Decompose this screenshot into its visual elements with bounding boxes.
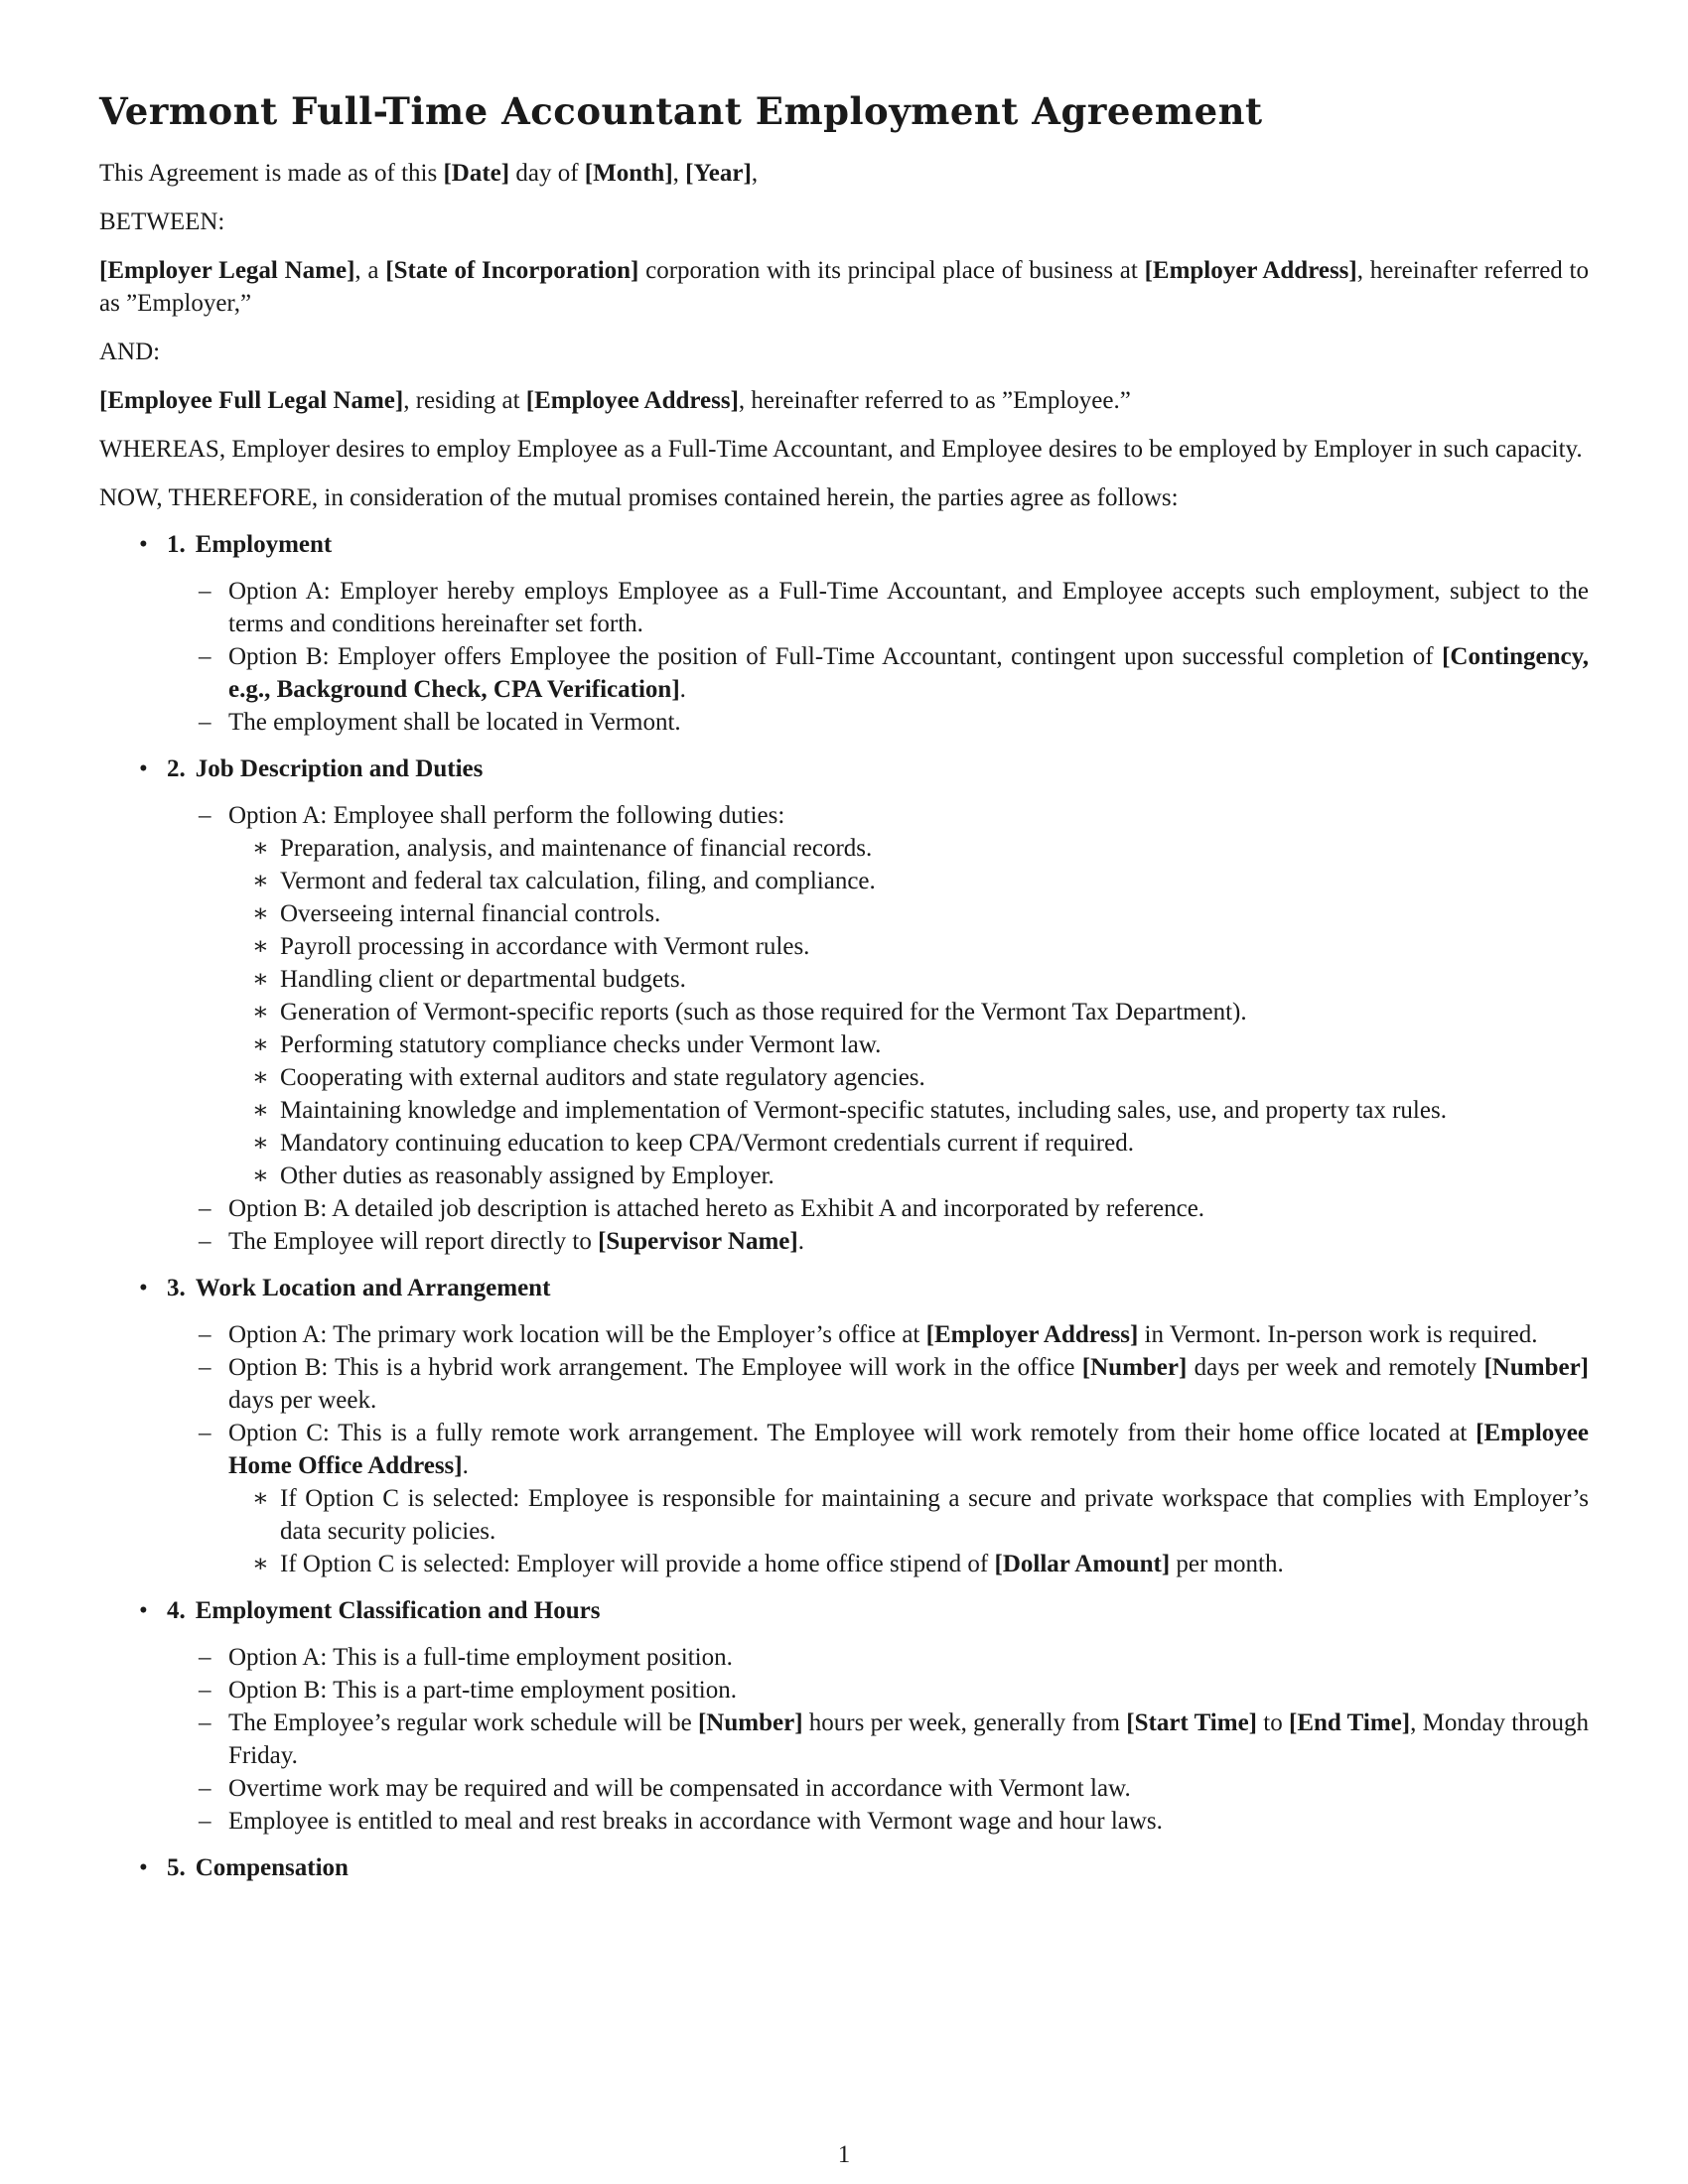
sub-items bbox=[228, 1482, 1589, 1580]
text-run: days per week. bbox=[228, 1387, 377, 1414]
section-number: 1. bbox=[167, 531, 186, 558]
placeholder-field: [Employee Address] bbox=[525, 387, 739, 414]
text-run: days per week and remotely bbox=[1187, 1354, 1484, 1381]
section-heading bbox=[167, 1851, 1589, 1884]
whereas-clause bbox=[99, 433, 1589, 466]
text-run: , a bbox=[354, 257, 386, 284]
text-run: Option A: The primary work location will be the Employer’s office at bbox=[228, 1321, 926, 1348]
text-run: , hereinafter referred to as ”Employer,” bbox=[99, 257, 1589, 317]
sub-item bbox=[228, 930, 1589, 963]
text-run: Option A: Employer hereby employs Employee as a Full-Time Accountant, and Employee accepts such employment, subject to the terms and conditions hereinafter set forth. bbox=[228, 578, 1589, 637]
text-run: , hereinafter referred to as ”Employee.” bbox=[738, 387, 1131, 414]
placeholder-field: [Employee Home Office Address] bbox=[228, 1420, 1589, 1479]
dash-icon: – bbox=[199, 1354, 211, 1381]
text-run: in Vermont. In-person work is required. bbox=[1138, 1321, 1538, 1348]
placeholder-field: [Employer Legal Name] bbox=[99, 257, 355, 284]
placeholder-field: [End Time] bbox=[1289, 1709, 1411, 1736]
item-text bbox=[228, 1195, 1204, 1222]
bullet-icon: • bbox=[139, 755, 148, 782]
text-run: to bbox=[1257, 1709, 1290, 1736]
text-run: AND: bbox=[99, 339, 161, 365]
placeholder-field: [Employer Address] bbox=[1144, 257, 1357, 284]
section-number: 4. bbox=[167, 1597, 186, 1624]
sub-item-text bbox=[280, 933, 809, 960]
item-text bbox=[228, 1709, 1589, 1769]
sub-item-text bbox=[280, 868, 876, 894]
dash-icon: – bbox=[199, 1195, 211, 1222]
bullet-icon: • bbox=[139, 1597, 148, 1624]
section-title: Employment bbox=[195, 531, 333, 558]
asterisk-icon: ∗ bbox=[252, 1064, 269, 1091]
asterisk-icon: ∗ bbox=[252, 1162, 269, 1189]
text-run: The employment shall be located in Vermont. bbox=[228, 709, 681, 736]
text-run: day of bbox=[509, 160, 585, 187]
section-items bbox=[167, 1641, 1589, 1838]
sections-list bbox=[99, 528, 1589, 1884]
asterisk-icon: ∗ bbox=[252, 1551, 269, 1577]
bullet-icon: • bbox=[139, 1275, 148, 1301]
dash-icon: – bbox=[199, 1228, 211, 1255]
text-run: The Employee will report directly to bbox=[228, 1228, 599, 1255]
sub-item bbox=[228, 897, 1589, 930]
text-run: Option B: A detailed job description is attached hereto as Exhibit A and incorporated by reference. bbox=[228, 1195, 1205, 1222]
section-items bbox=[167, 1318, 1589, 1580]
asterisk-icon: ∗ bbox=[252, 1130, 269, 1157]
list-item bbox=[167, 1706, 1589, 1772]
text-run: , Monday through Friday. bbox=[228, 1709, 1589, 1769]
sub-item-text bbox=[280, 966, 686, 993]
sub-item-text bbox=[280, 835, 872, 862]
dash-icon: – bbox=[199, 1321, 211, 1348]
item-text bbox=[228, 1677, 737, 1704]
text-run: Handling client or departmental budgets. bbox=[280, 966, 686, 993]
text-run: Performing statutory compliance checks under Vermont law. bbox=[280, 1031, 882, 1058]
item-text bbox=[228, 1644, 733, 1671]
text-run: , bbox=[751, 160, 759, 187]
item-text bbox=[228, 709, 681, 736]
asterisk-icon: ∗ bbox=[252, 835, 269, 862]
text-run: , residing at bbox=[403, 387, 526, 414]
bullet-icon: • bbox=[139, 531, 148, 558]
section-heading bbox=[167, 752, 1589, 785]
text-run: This Agreement is made as of this bbox=[99, 160, 444, 187]
list-item bbox=[167, 575, 1589, 640]
list-item bbox=[167, 1192, 1589, 1225]
asterisk-icon: ∗ bbox=[252, 1097, 269, 1124]
sub-item-text bbox=[280, 900, 660, 927]
placeholder-field: [Month] bbox=[584, 160, 673, 187]
asterisk-icon: ∗ bbox=[252, 1485, 269, 1512]
text-run: . bbox=[462, 1452, 469, 1479]
item-text bbox=[228, 643, 1589, 703]
placeholder-field: [Number] bbox=[697, 1709, 803, 1736]
text-run: Maintaining knowledge and implementation of Vermont-specific statutes, including sales, use, and property tax rules. bbox=[280, 1097, 1447, 1124]
section-3 bbox=[99, 1272, 1589, 1580]
list-item bbox=[167, 1674, 1589, 1706]
dash-icon: – bbox=[199, 643, 211, 670]
placeholder-field: [Number] bbox=[1081, 1354, 1188, 1381]
section-number: 2. bbox=[167, 755, 186, 782]
sub-item-text bbox=[280, 999, 1247, 1025]
text-run: Payroll processing in accordance with Vermont rules. bbox=[280, 933, 810, 960]
text-run: , bbox=[672, 160, 686, 187]
sub-item bbox=[228, 1094, 1589, 1127]
page-number: 1 bbox=[837, 2141, 851, 2168]
section-title: Work Location and Arrangement bbox=[195, 1275, 551, 1301]
section-heading bbox=[167, 1272, 1589, 1304]
dash-icon: – bbox=[199, 1775, 211, 1802]
sub-item bbox=[228, 1160, 1589, 1192]
employee-party bbox=[99, 384, 1589, 417]
text-run: NOW, THEREFORE, in consideration of the mutual promises contained herein, the parties agree as follows: bbox=[99, 484, 1179, 511]
sub-item bbox=[228, 865, 1589, 897]
item-text bbox=[228, 1228, 804, 1255]
section-2 bbox=[99, 752, 1589, 1258]
sub-item-text bbox=[280, 1097, 1447, 1124]
placeholder-field: [Supervisor Name] bbox=[598, 1228, 798, 1255]
asterisk-icon: ∗ bbox=[252, 868, 269, 894]
text-run: . bbox=[797, 1228, 804, 1255]
section-number: 3. bbox=[167, 1275, 186, 1301]
sub-item bbox=[228, 1127, 1589, 1160]
text-run: Preparation, analysis, and maintenance of financial records. bbox=[280, 835, 873, 862]
section-title: Job Description and Duties bbox=[195, 755, 484, 782]
text-run: Option B: Employer offers Employee the position of Full-Time Accountant, contingent upon successful completion of bbox=[228, 643, 1443, 670]
sub-item bbox=[228, 1482, 1589, 1548]
employer-party bbox=[99, 254, 1589, 320]
sub-item bbox=[228, 996, 1589, 1028]
sub-item-text bbox=[280, 1031, 881, 1058]
placeholder-field: [Start Time] bbox=[1126, 1709, 1258, 1736]
text-run: Option B: This is a part-time employment position. bbox=[228, 1677, 737, 1704]
text-run: . bbox=[679, 676, 686, 703]
text-run: Mandatory continuing education to keep CPA/Vermont credentials current if required. bbox=[280, 1130, 1134, 1157]
document-title: Vermont Full-Time Accountant Employment Agreement bbox=[99, 89, 1263, 133]
section-title: Compensation bbox=[195, 1854, 349, 1881]
asterisk-icon: ∗ bbox=[252, 999, 269, 1025]
section-items bbox=[167, 575, 1589, 739]
item-text bbox=[228, 1775, 1131, 1802]
list-item bbox=[167, 1318, 1589, 1351]
dash-icon: – bbox=[199, 709, 211, 736]
placeholder-field: [Contingency, e.g., Background Check, CPA Verification] bbox=[228, 643, 1589, 703]
text-run: If Option C is selected: Employer will provide a home office stipend of bbox=[280, 1551, 995, 1577]
text-run: corporation with its principal place of business at bbox=[638, 257, 1145, 284]
list-item bbox=[167, 1417, 1589, 1580]
dash-icon: – bbox=[199, 1808, 211, 1835]
placeholder-field: [Number] bbox=[1483, 1354, 1589, 1381]
and-label bbox=[99, 336, 1589, 368]
text-run: Option C: This is a fully remote work arrangement. The Employee will work remotely from their home office located at bbox=[228, 1420, 1477, 1446]
placeholder-field: [Employer Address] bbox=[925, 1321, 1139, 1348]
section-5 bbox=[99, 1851, 1589, 1884]
dash-icon: – bbox=[199, 1420, 211, 1446]
text-run: Cooperating with external auditors and state regulatory agencies. bbox=[280, 1064, 925, 1091]
dash-icon: – bbox=[199, 802, 211, 829]
section-1 bbox=[99, 528, 1589, 739]
text-run: If Option C is selected: Employee is responsible for maintaining a secure and private workspace that complies with Employer’s data security policies. bbox=[280, 1485, 1589, 1545]
section-heading bbox=[167, 528, 1589, 561]
list-item bbox=[167, 1772, 1589, 1805]
now-therefore-clause bbox=[99, 481, 1589, 514]
sub-item bbox=[228, 1028, 1589, 1061]
section-title: Employment Classification and Hours bbox=[195, 1597, 601, 1624]
sub-item bbox=[228, 832, 1589, 865]
placeholder-field: [Date] bbox=[443, 160, 510, 187]
asterisk-icon: ∗ bbox=[252, 966, 269, 993]
document-page bbox=[99, 87, 1589, 1884]
bullet-icon: • bbox=[139, 1854, 148, 1881]
list-item bbox=[167, 799, 1589, 1192]
text-run: Option A: This is a full-time employment position. bbox=[228, 1644, 733, 1671]
text-run: per month. bbox=[1170, 1551, 1284, 1577]
sub-item-text bbox=[280, 1130, 1134, 1157]
section-items bbox=[167, 799, 1589, 1258]
sub-item-text bbox=[280, 1064, 925, 1091]
item-text bbox=[228, 1808, 1163, 1835]
sub-item-text bbox=[280, 1485, 1589, 1545]
text-run: BETWEEN: bbox=[99, 208, 225, 235]
list-item bbox=[167, 1351, 1589, 1417]
sub-item bbox=[228, 1548, 1589, 1580]
text-run: Vermont and federal tax calculation, filing, and compliance. bbox=[280, 868, 876, 894]
text-run: Option B: This is a hybrid work arrangement. The Employee will work in the office bbox=[228, 1354, 1082, 1381]
list-item bbox=[167, 1225, 1589, 1258]
sub-item bbox=[228, 963, 1589, 996]
text-run: Generation of Vermont-specific reports (such as those required for the Vermont Tax Department). bbox=[280, 999, 1247, 1025]
text-run: WHEREAS, Employer desires to employ Employee as a Full-Time Accountant, and Employee desires to be employed by Employer in such capacity. bbox=[99, 436, 1583, 463]
item-text bbox=[228, 1420, 1589, 1479]
text-run: Employee is entitled to meal and rest breaks in accordance with Vermont wage and hour laws. bbox=[228, 1808, 1163, 1835]
asterisk-icon: ∗ bbox=[252, 900, 269, 927]
item-text bbox=[228, 578, 1589, 637]
intro-date-line bbox=[99, 157, 1589, 190]
item-text bbox=[228, 1321, 1538, 1348]
asterisk-icon: ∗ bbox=[252, 933, 269, 960]
dash-icon: – bbox=[199, 578, 211, 605]
sub-item-text bbox=[280, 1162, 774, 1189]
dash-icon: – bbox=[199, 1709, 211, 1736]
text-run: hours per week, generally from bbox=[802, 1709, 1127, 1736]
text-run: Overseeing internal financial controls. bbox=[280, 900, 661, 927]
asterisk-icon: ∗ bbox=[252, 1031, 269, 1058]
between-label bbox=[99, 205, 1589, 238]
list-item bbox=[167, 640, 1589, 706]
sub-items bbox=[228, 832, 1589, 1192]
sub-item bbox=[228, 1061, 1589, 1094]
text-run: Overtime work may be required and will be compensated in accordance with Vermont law. bbox=[228, 1775, 1131, 1802]
placeholder-field: [Year] bbox=[685, 160, 752, 187]
section-number: 5. bbox=[167, 1854, 186, 1881]
list-item bbox=[167, 706, 1589, 739]
placeholder-field: [Employee Full Legal Name] bbox=[99, 387, 404, 414]
text-run: Option A: Employee shall perform the following duties: bbox=[228, 802, 785, 829]
dash-icon: – bbox=[199, 1644, 211, 1671]
list-item bbox=[167, 1641, 1589, 1674]
sub-item-text bbox=[280, 1551, 1284, 1577]
section-heading bbox=[167, 1594, 1589, 1627]
placeholder-field: [Dollar Amount] bbox=[994, 1551, 1171, 1577]
item-text bbox=[228, 1354, 1589, 1414]
dash-icon: – bbox=[199, 1677, 211, 1704]
section-4 bbox=[99, 1594, 1589, 1838]
list-item bbox=[167, 1805, 1589, 1838]
placeholder-field: [State of Incorporation] bbox=[385, 257, 639, 284]
text-run: The Employee’s regular work schedule will be bbox=[228, 1709, 698, 1736]
item-text bbox=[228, 802, 784, 829]
text-run: Other duties as reasonably assigned by Employer. bbox=[280, 1162, 774, 1189]
